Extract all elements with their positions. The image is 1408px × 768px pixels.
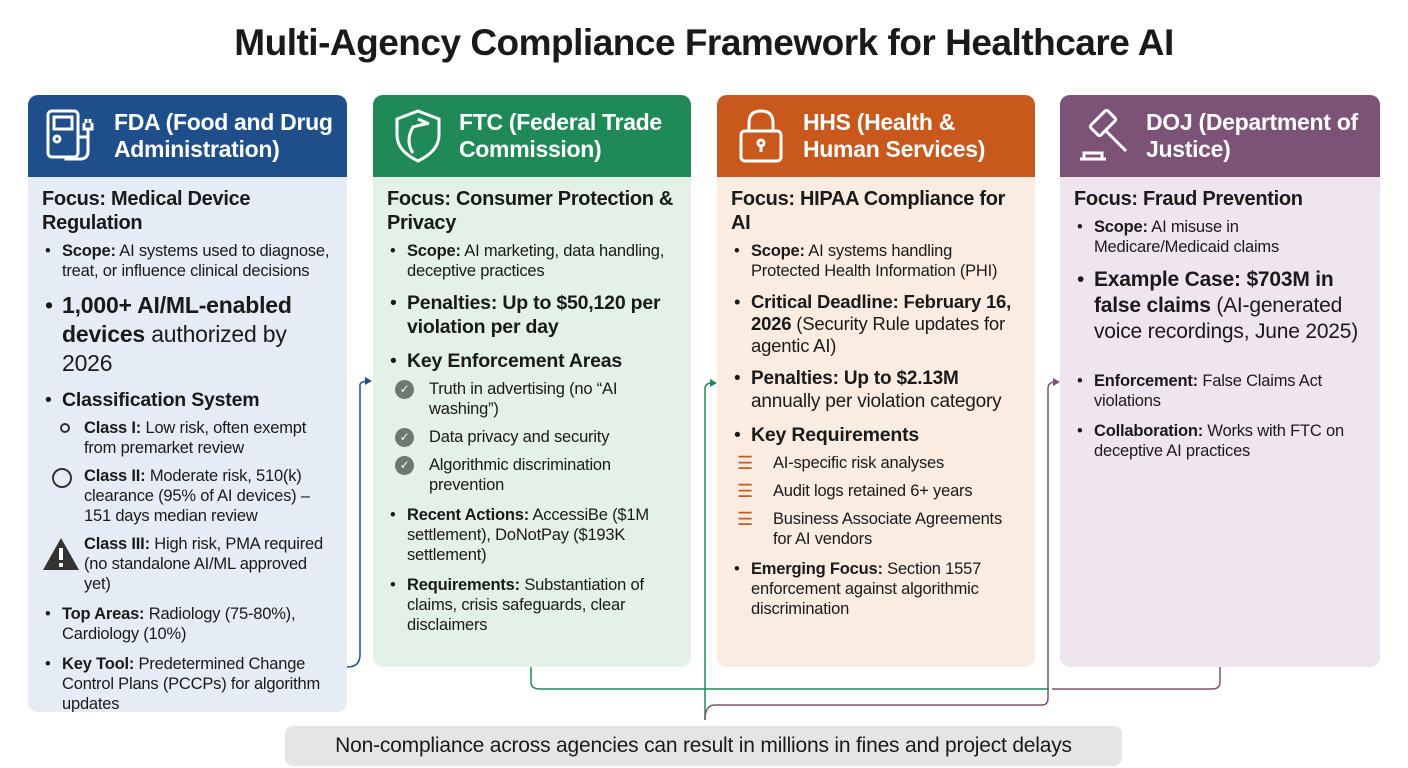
ftc-focus: Focus: Consumer Protection & Privacy (387, 188, 674, 234)
fda-scope: • Scope: AI systems used to diagnose, treat, or influence clinical decisions (42, 241, 335, 281)
footer-note: Non-compliance across agencies can result in millions in fines and project delays (285, 726, 1122, 766)
ftc-connector (531, 667, 1049, 689)
list-icon: ☰ (737, 453, 753, 473)
requirement-item: ☰ Business Associate Agreements for AI vendors (737, 509, 1002, 548)
ftc-scope: • Scope: AI marketing, data handling, deceptive practices (387, 241, 679, 281)
circle-icon (52, 468, 72, 488)
enforcement-area-item: ✓ Data privacy and security (387, 427, 679, 447)
fda-card (28, 95, 347, 712)
ftc-enforcement-areas: • Key Enforcement Areas ✓ Truth in advertising (no “AI washing”) ✓ Data privacy and security ✓ Algorithmic discrimination prevention (387, 349, 679, 495)
fda-classification: • Classification System Class I: Low risk, often exempt from premarket review Class II: Moderate risk, 510(k) clearance (95% of AI devices) – 151 days median review Class III: High risk, PMA required (no standalone AI/ML approved yet) (42, 388, 335, 594)
doj-scope: • Scope: AI misuse in Medicare/Medicaid claims (1074, 217, 1368, 257)
requirement-item: ☰ AI-specific risk analyses (737, 453, 945, 473)
small-circle-icon (60, 423, 70, 433)
hhs-card (717, 95, 1035, 667)
hhs-header (717, 95, 1035, 177)
medical-device-icon (44, 107, 102, 165)
class-3-item: Class III: High risk, PMA required (no standalone AI/ML approved yet) (42, 534, 335, 594)
enforcement-area-item: ✓ Truth in advertising (no “AI washing”) (387, 379, 679, 419)
fda-focus: Focus: Medical Device Regulation (42, 188, 251, 234)
arrow-head (1053, 378, 1060, 386)
ftc-penalties: • Penalties: Up to $50,120 per violation per day (387, 291, 679, 339)
doj-connector (1052, 667, 1220, 689)
ftc-card (373, 95, 691, 667)
lock-icon (733, 107, 791, 165)
fda-header (28, 95, 347, 177)
ftc-recent-actions: • Recent Actions: AccessiBe ($1M settlement), DoNotPay ($193K settlement) (387, 505, 679, 565)
enforcement-area-item: ✓ Algorithmic discrimination prevention (387, 455, 679, 495)
class-2-item: Class II: Moderate risk, 510(k) clearance (95% of AI devices) – 151 days median review (42, 466, 335, 526)
class-1-item: Class I: Low risk, often exempt from premarket review (42, 418, 335, 458)
gavel-icon (1076, 107, 1134, 165)
doj-focus: Focus: Fraud Prevention (1074, 188, 1303, 210)
check-circle-icon: ✓ (395, 380, 414, 399)
fda-to-ftc-connector (347, 381, 370, 667)
doj-enforcement: • Enforcement: False Claims Act violations (1074, 371, 1368, 411)
ftc-requirements: • Requirements: Substantiation of claims, crisis safeguards, clear disclaimers (387, 575, 679, 635)
doj-collaboration: • Collaboration: Works with FTC on deceptive AI practices (1074, 421, 1368, 461)
check-circle-icon: ✓ (395, 428, 414, 447)
arrow-head (710, 379, 717, 387)
shield-icon (389, 107, 447, 165)
ftc-header (373, 95, 691, 177)
fda-key-tool: • Key Tool: Predetermined Change Control Plans (PCCPs) for algorithm updates (42, 654, 335, 712)
list-icon: ☰ (737, 509, 753, 529)
arrow-head (365, 377, 372, 385)
hhs-penalties: • Penalties: Up to $2.13M annually per violation category (731, 367, 1023, 413)
ftc-to-hhs-connector (705, 383, 712, 720)
hhs-title: HHS (Health & Human Services) (803, 109, 986, 162)
fda-title: FDA (Food and Drug Administration) (114, 109, 333, 162)
list-icon: ☰ (737, 481, 753, 501)
doj-example-case: • Example Case: $703M in false claims (AI-generated voice recordings, June 2025) (1074, 267, 1368, 345)
hhs-emerging-focus: • Emerging Focus: Section 1557 enforcement against algorithmic discrimination (731, 559, 1023, 619)
doj-title: DOJ (Department of Justice) (1146, 109, 1358, 162)
hhs-deadline: • Critical Deadline: February 16, 2026 (Security Rule updates for agentic AI) (731, 291, 1023, 357)
hhs-scope: • Scope: AI systems handling Protected Health Information (PHI) (731, 241, 1023, 281)
ftc-title: FTC (Federal Trade Commission) (459, 109, 662, 162)
hhs-key-requirements: • Key Requirements ☰ AI-specific risk analyses ☰ Audit logs retained 6+ years ☰ Business Associate Agreements for AI vendors (731, 423, 1023, 549)
doj-card (1060, 95, 1380, 667)
fda-top-areas: • Top Areas: Radiology (75-80%), Cardiology (10%) (42, 604, 335, 644)
check-circle-icon: ✓ (395, 456, 414, 475)
doj-header (1060, 95, 1380, 177)
page-title: Multi-Agency Compliance Framework for Healthcare AI (234, 22, 1174, 63)
hhs-focus: Focus: HIPAA Compliance for AI (731, 188, 1006, 234)
fda-devices: • 1,000+ AI/ML-enabled devices authorized by 2026 (42, 291, 335, 378)
requirement-item: ☰ Audit logs retained 6+ years (737, 481, 973, 501)
warning-icon (42, 536, 80, 572)
